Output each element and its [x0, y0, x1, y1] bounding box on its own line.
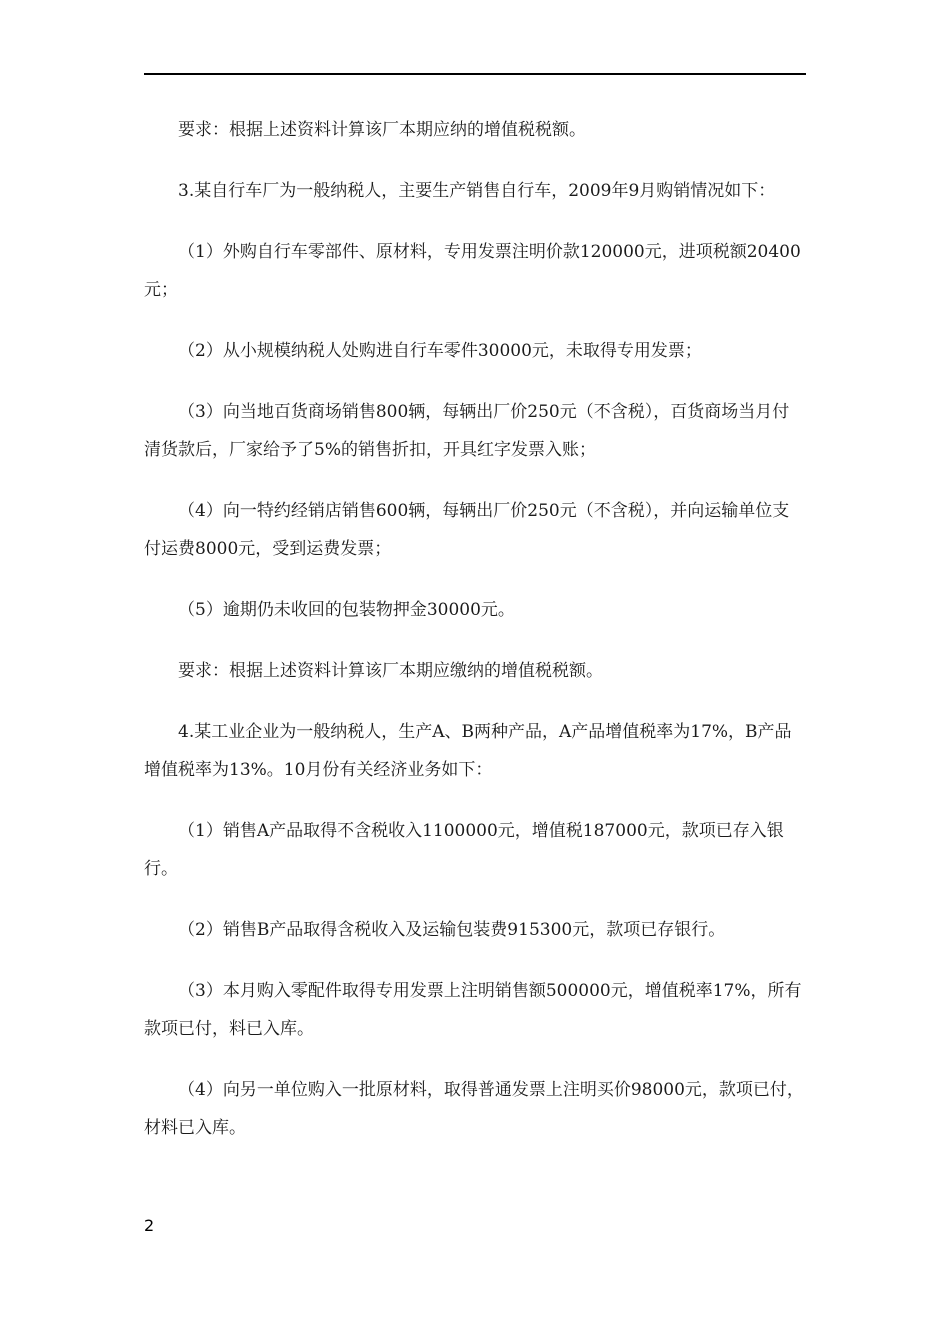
paragraph-q3-item-3: （3）向当地百货商场销售800辆，每辆出厂价250元（不含税），百货商场当月付清货款后，厂家给予了5%的销售折扣，开具红字发票入账； [144, 402, 790, 460]
paragraph-q4-item-4: （4）向另一单位购入一批原材料，取得普通发票上注明买价98000元，款项已付，材料已入库。 [144, 1080, 804, 1138]
paragraph-q4-item-2: （2）销售B产品取得含税收入及运输包装费915300元，款项已存银行。 [178, 920, 726, 940]
paragraph-q3-item-5: （5）逾期仍未收回的包装物押金30000元。 [178, 600, 515, 620]
header-rule [144, 73, 806, 75]
paragraph-requirement-1: 要求：根据上述资料计算该厂本期应纳的增值税税额。 [178, 120, 586, 140]
page-number: 2 [144, 1216, 155, 1235]
paragraph-question-4: 4.某工业企业为一般纳税人，生产A、B两种产品，A产品增值税率为17%，B产品增值税率为13%。10月份有关经济业务如下： [144, 722, 792, 780]
paragraph-q3-item-1: （1）外购自行车零部件、原材料，专用发票注明价款120000元，进项税额20400元； [144, 242, 801, 300]
paragraph-q3-item-2: （2）从小规模纳税人处购进自行车零件30000元，未取得专用发票； [178, 341, 702, 361]
document-body [144, 111, 804, 1170]
paragraph-q4-item-3: （3）本月购入零配件取得专用发票上注明销售额500000元，增值税率17%，所有款项已付，料已入库。 [144, 981, 802, 1039]
paragraph-q4-item-1: （1）销售A产品取得不含税收入1100000元，增值税187000元，款项已存入银行。 [144, 821, 784, 879]
paragraph-requirement-2: 要求：根据上述资料计算该厂本期应缴纳的增值税税额。 [178, 661, 603, 681]
paragraph-question-3: 3.某自行车厂为一般纳税人，主要生产销售自行车，2009年9月购销情况如下： [178, 181, 776, 201]
paragraph-q3-item-4: （4）向一特约经销店销售600辆，每辆出厂价250元（不含税），并向运输单位支付运费8000元，受到运费发票； [144, 501, 790, 559]
